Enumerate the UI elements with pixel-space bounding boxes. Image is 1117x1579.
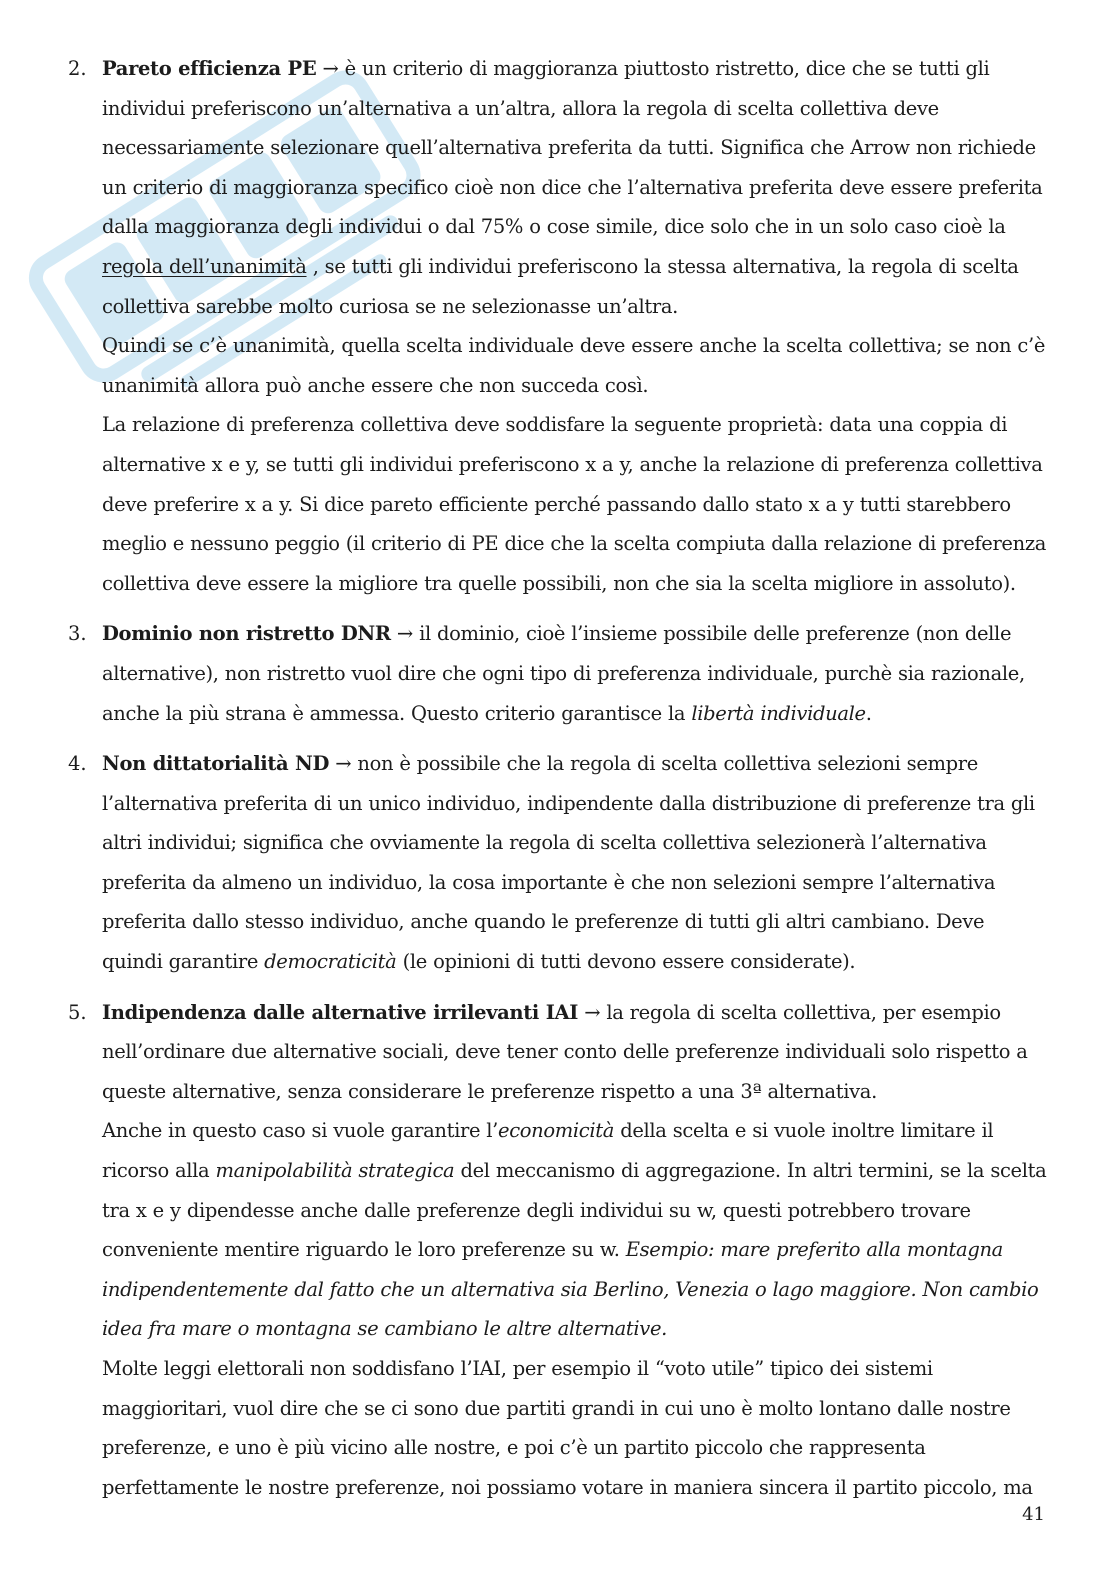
item-number: 4. [68,752,87,776]
item-term: Non dittatorialità ND [102,752,330,776]
item-number: 3. [68,622,87,646]
item-number: 5. [68,1000,87,1024]
page-number: 41 [1022,1504,1045,1525]
criteria-list [0,49,1117,1518]
list-item [0,993,1117,1508]
arrow-icon: → [396,622,413,646]
item-paragraph: Quindi se c’è unanimità, quella scelta individuale deve essere anche la scelta collettiva; se non c’è unanimità allora può anche essere che non succeda così. [102,334,1046,397]
item-paragraph: Dominio non ristretto DNR → il dominio, cioè l’insieme possibile delle preferenze (non delle alternative), non ristretto vuol dire che ogni tipo di preferenza individuale, purchè sia razionale, anche la più strana è ammessa. Questo criterio garantisce la libertà individuale. [102,622,1025,725]
item-term: Indipendenza dalle alternative irrilevanti IAI [102,1000,579,1024]
item-paragraph: La relazione di preferenza collettiva deve soddisfare la seguente proprietà: data una coppia di alternative x e y, se tutti gli individui preferiscono x a y, anche la relazione di preferenza collettiva deve preferire x a y. Si dice pareto efficiente perché passando dallo stato x a y tutti starebbero meglio e nessuno peggio (il criterio di PE dice che la scelta compiuta dalla relazione di preferenza collettiva deve essere la migliore tra quelle possibili, non che sia la scelta migliore in assoluto). [102,413,1047,595]
item-paragraph: Non dittatorialità ND → non è possibile che la regola di scelta collettiva selezioni sempre l’alternativa preferita di un unico individuo, indipendente dalla distribuzione di preferenze tra gli altri individui; significa che ovviamente la regola di scelta collettiva selezionerà l’alternativa preferita da almeno un individuo, la cosa importante è che non selezioni sempre l’alternativa preferita dallo stesso individuo, anche quando le preferenze di tutti gli altri cambiano. Deve quindi garantire democraticità (le opinioni di tutti devono essere considerate). [102,752,1035,974]
list-item [0,614,1117,733]
list-item [0,49,1117,603]
underlined-term: regola dell’unanimità [102,254,307,278]
item-paragraph: Molte leggi elettorali non soddisfano l’IAI, per esempio il “voto utile” tipico dei sistemi maggioritari, vuol dire che se ci sono due partiti grandi in cui uno è molto lontano dalle nostre preferenze, e uno è più vicino alle nostre, e poi c’è un partito piccolo che rappresenta perfettamente le nostre preferenze, noi possiamo votare in maniera sincera il partito piccolo, ma [102,1357,1033,1499]
item-paragraph: Pareto efficienza PE → è un criterio di maggioranza piuttosto ristretto, dice che se tutti gli individui preferiscono un’alternativa a un’altra, allora la regola di scelta collettiva deve necessariamente selezionare quell’alternativa preferita da tutti. Significa che Arrow non richiede un criterio di maggioranza specifico cioè non dice che l’alternativa preferita deve essere preferita dalla maggioranza degli individui o dal 75% o cose simile, dice solo che in un solo caso cioè la regola dell’unanimità , se tutti gli individui preferiscono la stessa alternativa, la regola di scelta collettiva sarebbe molto curiosa se ne selezionasse un’altra. [102,57,1043,318]
arrow-icon: → [322,57,339,80]
item-number: 2. [68,57,87,80]
item-term: Pareto efficienza PE [102,57,317,80]
emphasis: libertà individuale [691,701,866,725]
arrow-icon: → [335,752,352,776]
emphasis: democraticità [264,950,397,974]
emphasis: economicità [498,1119,615,1143]
item-paragraph: Anche in questo caso si vuole garantire l’economicità della scelta e si vuole inoltre limitare il ricorso alla manipolabilità strategica del meccanismo di aggregazione. In altri termini, se la scelta tra x e y dipendesse anche dalle preferenze degli individui su w, questi potrebbero trovare conveniente mentire riguardo le loro preferenze su w. Esempio: mare preferito alla montagna indipendentemente dal fatto che un alternativa sia Berlino, Venezia o lago maggiore. Non cambio idea fra mare o montagna se cambiano le altre alternative. [102,1119,1047,1341]
example-text: Esempio: mare preferito alla montagna indipendentemente dal fatto che un alternativa sia Berlino, Venezia o lago maggiore. Non cambio idea fra mare o montagna se cambiano le altre alternative. [102,1238,1039,1341]
list-item [0,744,1117,982]
item-term: Dominio non ristretto DNR [102,622,391,646]
arrow-icon: → [584,1000,601,1024]
emphasis: manipolabilità strategica [215,1159,455,1183]
item-paragraph: Indipendenza dalle alternative irrilevanti IAI → la regola di scelta collettiva, per esempio nell’ordinare due alternative sociali, deve tener conto delle preferenze individuali solo rispetto a queste alternative, senza considerare le preferenze rispetto a una 3ª alternativa. [102,1000,1028,1103]
